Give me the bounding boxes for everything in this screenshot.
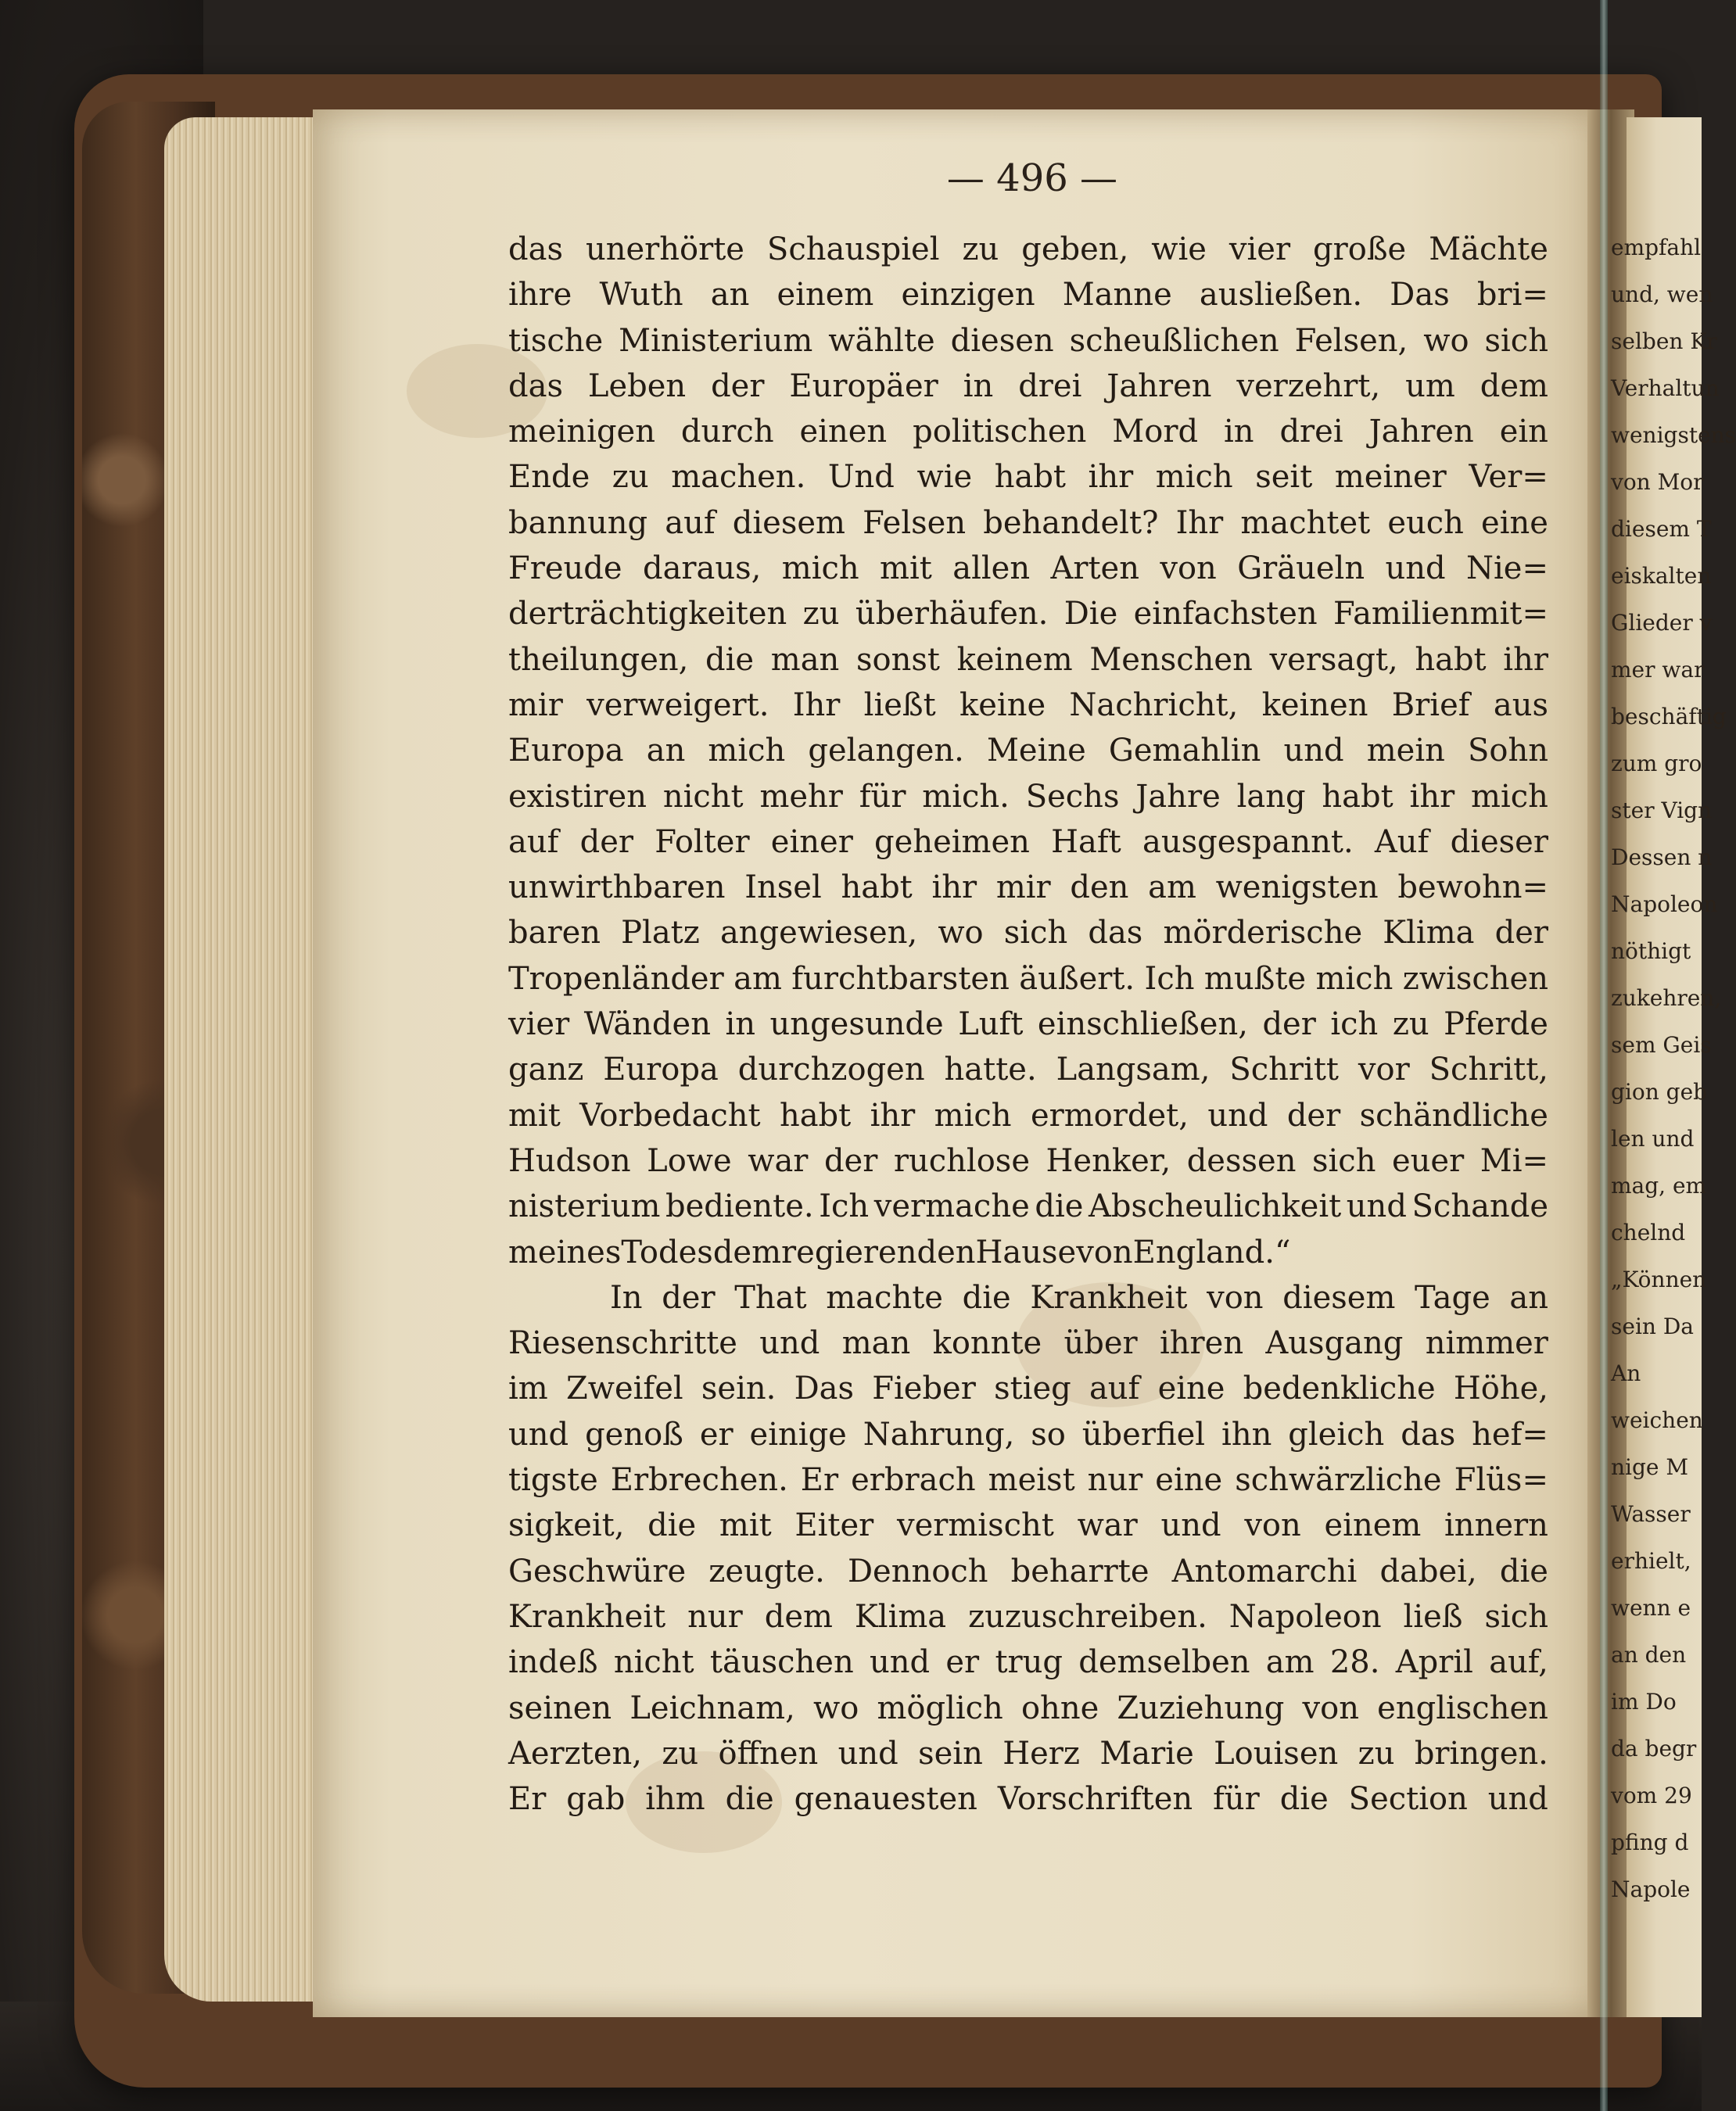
text-line: Geschwüre zeugte. Dennoch beharrte Antomarchi dabei, die <box>508 1553 1548 1590</box>
facing-page-fragment: nige M <box>1611 1454 1689 1480</box>
facing-page-fragment: im Do <box>1611 1689 1677 1715</box>
facing-page-fragment: ster Vign <box>1611 797 1713 823</box>
facing-page-fragment: an den <box>1611 1642 1687 1668</box>
text-line: indeß nicht täuschen und er trug demselben am 28. April auf, <box>508 1644 1548 1681</box>
facing-page-fragment: zukehren, <box>1611 985 1722 1011</box>
facing-page-fragment: Napoleon <box>1611 891 1718 917</box>
facing-page-fragment: sem Geis <box>1611 1032 1712 1058</box>
text-line: sigkeit, die mit Eiter vermischt war und von einem innern <box>508 1507 1548 1544</box>
body-text <box>508 227 1548 1822</box>
facing-page-fragment: wenigstens <box>1611 422 1736 448</box>
text-line: mir verweigert. Ihr ließt keine Nachricht, keinen Brief aus <box>508 686 1548 723</box>
facing-page-fragment: len und <box>1611 1126 1695 1152</box>
facing-page-fragment: vom 29 <box>1611 1783 1692 1808</box>
facing-page <box>1627 117 1702 2017</box>
facing-page-fragment: zum gro <box>1611 751 1702 776</box>
text-line: mit Vorbedacht habt ihr mich ermordet, und der schändliche <box>508 1097 1548 1134</box>
text-line: Ende zu machen. Und wie habt ihr mich seit meiner Ver= <box>508 459 1548 496</box>
text-line: meinigen durch einen politischen Mord in drei Jahren ein <box>508 414 1548 450</box>
text-line: das unerhörte Schauspiel zu geben, wie vier große Mächte <box>508 231 1548 267</box>
text-line: ganz Europa durchzogen hatte. Langsam, Schritt vor Schritt, <box>508 1052 1548 1088</box>
text-line: vier Wänden in ungesunde Luft einschließen, der ich zu Pferde <box>508 1006 1548 1043</box>
text-line: unwirthbaren Insel habt ihr mir den am wenigsten bewohn= <box>508 869 1548 906</box>
facing-page-fragment: diesem T <box>1611 516 1712 542</box>
facing-page-fragment: mag, em <box>1611 1173 1707 1199</box>
facing-page-fragment: nöthigt <box>1611 938 1691 964</box>
facing-page-fragment: und, wen <box>1611 281 1713 307</box>
text-line: im Zweifel sein. Das Fieber stieg auf eine bedenkliche Höhe, <box>508 1371 1548 1407</box>
text-line: ihre Wuth an einem einzigen Manne ausließen. Das bri= <box>508 277 1548 314</box>
text-line: bannung auf diesem Felsen behandelt? Ihr machtet euch eine <box>508 504 1548 541</box>
text-line: theilungen, die man sonst keinem Menschen versagt, habt ihr <box>508 641 1548 678</box>
text-line: nisterium bediente. Ich vermache die Abscheulichkeit und Schande <box>508 1188 1548 1225</box>
text-line: Tropenländer am furchtbarsten äußert. Ich mußte mich zwischen <box>508 960 1548 997</box>
text-line: und genoß er einige Nahrung, so überfiel ihn gleich das hef= <box>508 1416 1548 1453</box>
facing-page-fragment: Napole <box>1611 1876 1691 1902</box>
text-line: meines Todes dem regierenden Hause von England.“ <box>508 1234 1291 1271</box>
text-line: Europa an mich gelangen. Meine Gemahlin und mein Sohn <box>508 733 1548 769</box>
facing-page-fragment: von Mor <box>1611 469 1704 495</box>
facing-page-fragment: weichen <box>1611 1407 1703 1433</box>
facing-page-fragment: wenn e <box>1611 1595 1691 1621</box>
text-line: In der That machte die Krankheit von diesem Tage an <box>610 1279 1548 1316</box>
facing-page-fragment: Glieder v <box>1611 610 1713 636</box>
text-line: auf der Folter einer geheimen Haft ausgespannt. Auf dieser <box>508 823 1548 860</box>
facing-page-fragment: erhielt, <box>1611 1548 1691 1574</box>
scanner-glass-edge <box>1600 0 1608 2111</box>
facing-page-fragment: eiskalten <box>1611 563 1712 589</box>
facing-page-fragment: chelnd <box>1611 1220 1686 1245</box>
facing-page-fragment: empfahl <box>1611 235 1702 260</box>
text-line: Hudson Lowe war der ruchlose Henker, dessen sich euer Mi= <box>508 1142 1548 1179</box>
text-line: baren Platz angewiesen, wo sich das mörderische Klima der <box>508 915 1548 952</box>
facing-page-fragment: Dessen n <box>1611 844 1713 870</box>
facing-page-fragment: gion geb <box>1611 1079 1708 1105</box>
facing-page-fragment: An <box>1611 1360 1641 1386</box>
text-line: Krankheit nur dem Klima zuzuschreiben. Napoleon ließ sich <box>508 1598 1548 1635</box>
text-line: tische Ministerium wählte diesen scheußlichen Felsen, wo sich <box>508 322 1548 359</box>
facing-page-fragment: selben Kr <box>1611 328 1717 354</box>
text-line: existiren nicht mehr für mich. Sechs Jahre lang habt ihr mich <box>508 778 1548 815</box>
facing-page-fragment: pfing d <box>1611 1830 1689 1855</box>
page-number: — 496 — <box>946 156 1118 200</box>
facing-page-fragment: sein Da <box>1611 1314 1694 1339</box>
text-line: seinen Leichnam, wo möglich ohne Zuziehung von englischen <box>508 1690 1548 1726</box>
facing-page-fragment: Wasser <box>1611 1501 1691 1527</box>
text-line: Freude daraus, mich mit allen Arten von Gräueln und Nie= <box>508 550 1548 587</box>
facing-page-fragment: da begr <box>1611 1736 1697 1762</box>
facing-page-fragment: Verhaltun <box>1611 375 1720 401</box>
text-line: das Leben der Europäer in drei Jahren verzehrt, um dem <box>508 367 1548 404</box>
text-line: Aerzten, zu öffnen und sein Herz Marie Louisen zu bringen. <box>508 1735 1548 1772</box>
text-line: derträchtigkeiten zu überhäufen. Die einfachsten Familienmit= <box>508 596 1548 633</box>
facing-page-fragment: beschäftig <box>1611 704 1727 729</box>
text-line: Er gab ihm die genauesten Vorschriften für die Section und <box>508 1781 1548 1818</box>
text-line: Riesenschritte und man konnte über ihren Ausgang nimmer <box>508 1325 1548 1362</box>
text-line: tigste Erbrechen. Er erbrach meist nur eine schwärzliche Flüs= <box>508 1462 1548 1499</box>
facing-page-fragment: „Können <box>1611 1267 1707 1292</box>
facing-page-fragment: mer war <box>1611 657 1705 683</box>
